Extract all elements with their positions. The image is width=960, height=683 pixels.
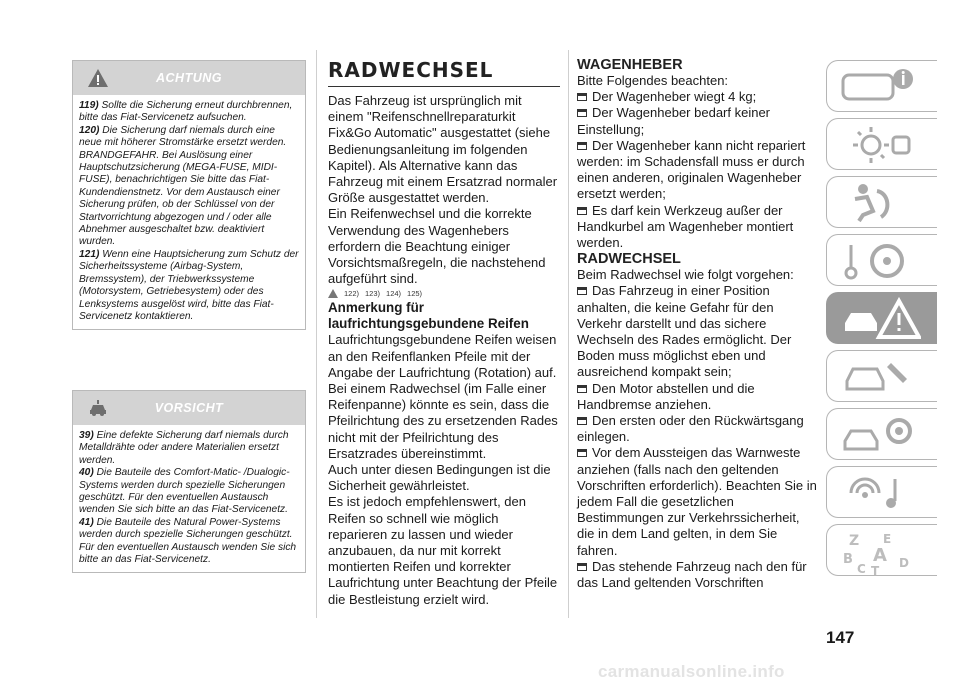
reference: 124) xyxy=(386,289,402,299)
square-bullet-icon xyxy=(577,109,587,117)
caution-box-header xyxy=(73,391,305,425)
list-item: Es darf kein Werkzeug außer der Handkurbel am Wagenheber montiert werden. xyxy=(577,202,794,251)
list-item: Der Wagenheber wiegt 4 kg; xyxy=(577,89,817,105)
column-divider xyxy=(568,50,569,618)
square-bullet-icon xyxy=(577,385,587,393)
square-bullet-icon xyxy=(577,563,587,571)
title-rule xyxy=(328,86,560,87)
subsection-title: Anmerkung für laufrichtungsgebundene Reifen xyxy=(328,300,529,332)
dashboard-info-icon xyxy=(841,65,921,107)
tab-emergency[interactable] xyxy=(826,292,937,344)
index-letter: B xyxy=(843,552,853,567)
square-bullet-icon xyxy=(577,417,587,425)
multimedia-icon xyxy=(841,471,921,513)
tab-technical-data[interactable] xyxy=(826,408,937,460)
wheel-change-intro: Beim Radwechsel wie folgt vorgehen: xyxy=(577,267,794,283)
jack-intro: Bitte Folgendes beachten: xyxy=(577,73,729,88)
warning-triangle-icon xyxy=(328,289,338,298)
list-item: Den Motor abstellen und die Handbremse anziehen. xyxy=(577,380,755,412)
reference: 123) xyxy=(365,289,381,299)
warning-references xyxy=(328,289,560,298)
jack-heading: WAGENHEBER xyxy=(577,57,683,73)
list-item: Der Wagenheber bedarf keiner Einstellung; xyxy=(577,105,771,137)
caution-note: 40) Die Bauteile des Comfort-Matic- /Dualogic-Systems werden durch spezielle Sicherungen geschützt. Für den eventuellen Austausch wenden Sie sich bitte an das Fiat-Servicenetz. xyxy=(79,467,290,516)
airbag-safety-icon xyxy=(841,181,921,223)
caution-note: 41) Die Bauteile des Natural Power-Systems werden durch spezielle Sicherungen geschützt. Für den eventuellen Austausch wenden Sie sich bitte an das Fiat-Servicenetz. xyxy=(79,516,297,566)
caution-note: 39) Eine defekte Sicherung darf niemals durch Metalldrähte oder andere Materialien ersetzt werden. xyxy=(79,430,289,466)
page-number: 147 xyxy=(826,628,855,647)
middle-column xyxy=(328,58,560,608)
reference: 125) xyxy=(407,289,423,299)
tab-index[interactable] xyxy=(826,524,937,576)
intro-paragraph: Ein Reifenwechsel und die korrekte Verwendung des Wagenhebers erfordern die Beachtung einiger Vorsichtsmaßregeln, die nachstehend aufgeführt sind. xyxy=(328,206,546,287)
tab-key-steering[interactable] xyxy=(826,234,937,286)
index-letter: T xyxy=(871,564,880,575)
warning-note: 121) Wenn eine Hauptsicherung zum Schutz der Sicherheitssysteme (Airbag-System, Bremssystem), der Triebwerkssysteme (Motorsystem, Getriebesystem) oder des Lenksystems ausgelöst wird, bitte das Fiat-Servicenetz kontaktieren. xyxy=(79,248,299,322)
index-letter: A xyxy=(873,545,887,566)
caution-box-body xyxy=(73,425,305,572)
tab-multimedia[interactable] xyxy=(826,466,937,518)
key-steering-icon xyxy=(841,239,921,281)
right-column xyxy=(577,57,817,591)
emergency-warning-icon xyxy=(841,297,921,339)
index-letter: Z xyxy=(849,533,860,549)
index-letter: C xyxy=(857,562,866,575)
column-divider xyxy=(316,50,317,618)
square-bullet-icon xyxy=(577,287,587,295)
body-paragraph: Auch unter diesen Bedingungen ist die Sicherheit gewährleistet. xyxy=(328,462,551,494)
caution-box xyxy=(72,390,306,573)
body-paragraph: Laufrichtungsgebundene Reifen weisen an den Reifenflanken Pfeile mit der Angabe der Laufrichtung (Rotation) auf. Bei einem Radwechsel (im Falle einer Reifenpanne) könnte es sein, dass die Pfeilrichtung des zu ersetzenden Rades nicht mit der Pfeilrichtung des Ersatzrades übereinstimmt. xyxy=(328,332,558,461)
lights-icon xyxy=(841,123,921,165)
warning-box-header xyxy=(73,61,305,95)
warning-box-body xyxy=(73,95,305,329)
maintenance-car-icon xyxy=(841,355,921,397)
technical-data-icon xyxy=(841,413,921,455)
square-bullet-icon xyxy=(577,449,587,457)
warning-box-title: ACHTUNG xyxy=(156,71,222,85)
reference: 122) xyxy=(344,289,360,299)
warning-box xyxy=(72,60,306,330)
index-letter: E xyxy=(883,532,892,546)
square-bullet-icon xyxy=(577,142,587,150)
square-bullet-icon xyxy=(577,93,587,101)
wheel-change-heading: RADWECHSEL xyxy=(577,251,681,268)
footer-watermark xyxy=(0,660,960,683)
list-item: Das stehende Fahrzeug nach den für das Land geltenden Vorschriften xyxy=(577,558,807,591)
index-letter: D xyxy=(899,556,909,570)
tab-lights[interactable] xyxy=(826,118,937,170)
list-item: Vor dem Aussteigen das Warnweste anziehen (falls nach den geltenden Vorschriften erforderlich). Beachten Sie in jedem Fall die gesetzlichen Bestimmungen zur Verkehrssicherheit, die in dem Land gelten, in dem Sie fahren. xyxy=(577,445,817,558)
warning-note: 120) Die Sicherung darf niemals durch eine neue mit höherer Stromstärke ersetzt werden. BRANDGEFAHR. Bei Auslösung einer Hauptschutzsicherung (MEGA-FUSE, MIDI-FUSE), benachrichtigen Sie bitte das Fiat-Kundendienstnetz. Vor dem Austausch einer Sicherung prüfen, ob der Schlüssel von der Startvorrichtung abgezogen und / oder alle Abnehmer ausgeschaltet bzw. deaktiviert wurden. xyxy=(79,124,287,248)
list-item: Der Wagenheber kann nicht repariert werden: im Schadensfall muss er durch einen anderen, originalen Wagenheber ersetzt werden; xyxy=(577,137,806,202)
list-item: Den ersten oder den Rückwärtsgang einlegen. xyxy=(577,413,804,445)
warning-note: 119) Sollte die Sicherung erneut durchbrennen, bitte das Fiat-Servicenetz aufsuchen. xyxy=(79,100,293,124)
tab-dashboard[interactable] xyxy=(826,60,937,112)
intro-paragraph: Das Fahrzeug ist ursprünglich mit einem "Reifenschnellreparaturkit Fix&Go Automatic" ausgestattet (siehe Bedienungsanleitung im folgenden Kapitel). Als Alternative kann das Fahrzeug mit einem Ersatzrad normaler Größe ausgestattet werden. xyxy=(328,93,558,206)
square-bullet-icon xyxy=(577,207,587,215)
list-item: Das Fahrzeug in einer Position anhalten, die keine Gefahr für den Verkehr darstellt und das sichere Wechseln des Rades ermöglicht. Der Boden muss möglichst eben und ausreichend kompakt sein; xyxy=(577,283,792,380)
tab-maintenance[interactable] xyxy=(826,350,937,402)
body-paragraph: Es ist jedoch empfehlenswert, den Reifen so schnell wie möglich reparieren zu lassen und wieder anzubauen, da nur mit korrekt montierten Reifen und korrekter Laufrichtung unter Beachtung der Pfeile die Bestleistung erzielt wird. xyxy=(328,494,558,607)
index-letters-icon xyxy=(841,529,921,575)
section-title: RADWECHSEL xyxy=(328,58,494,82)
caution-box-title: VORSICHT xyxy=(154,401,224,415)
tab-airbag-safety[interactable] xyxy=(826,176,937,228)
watermark-text: carmanualsonline.info xyxy=(598,662,785,681)
